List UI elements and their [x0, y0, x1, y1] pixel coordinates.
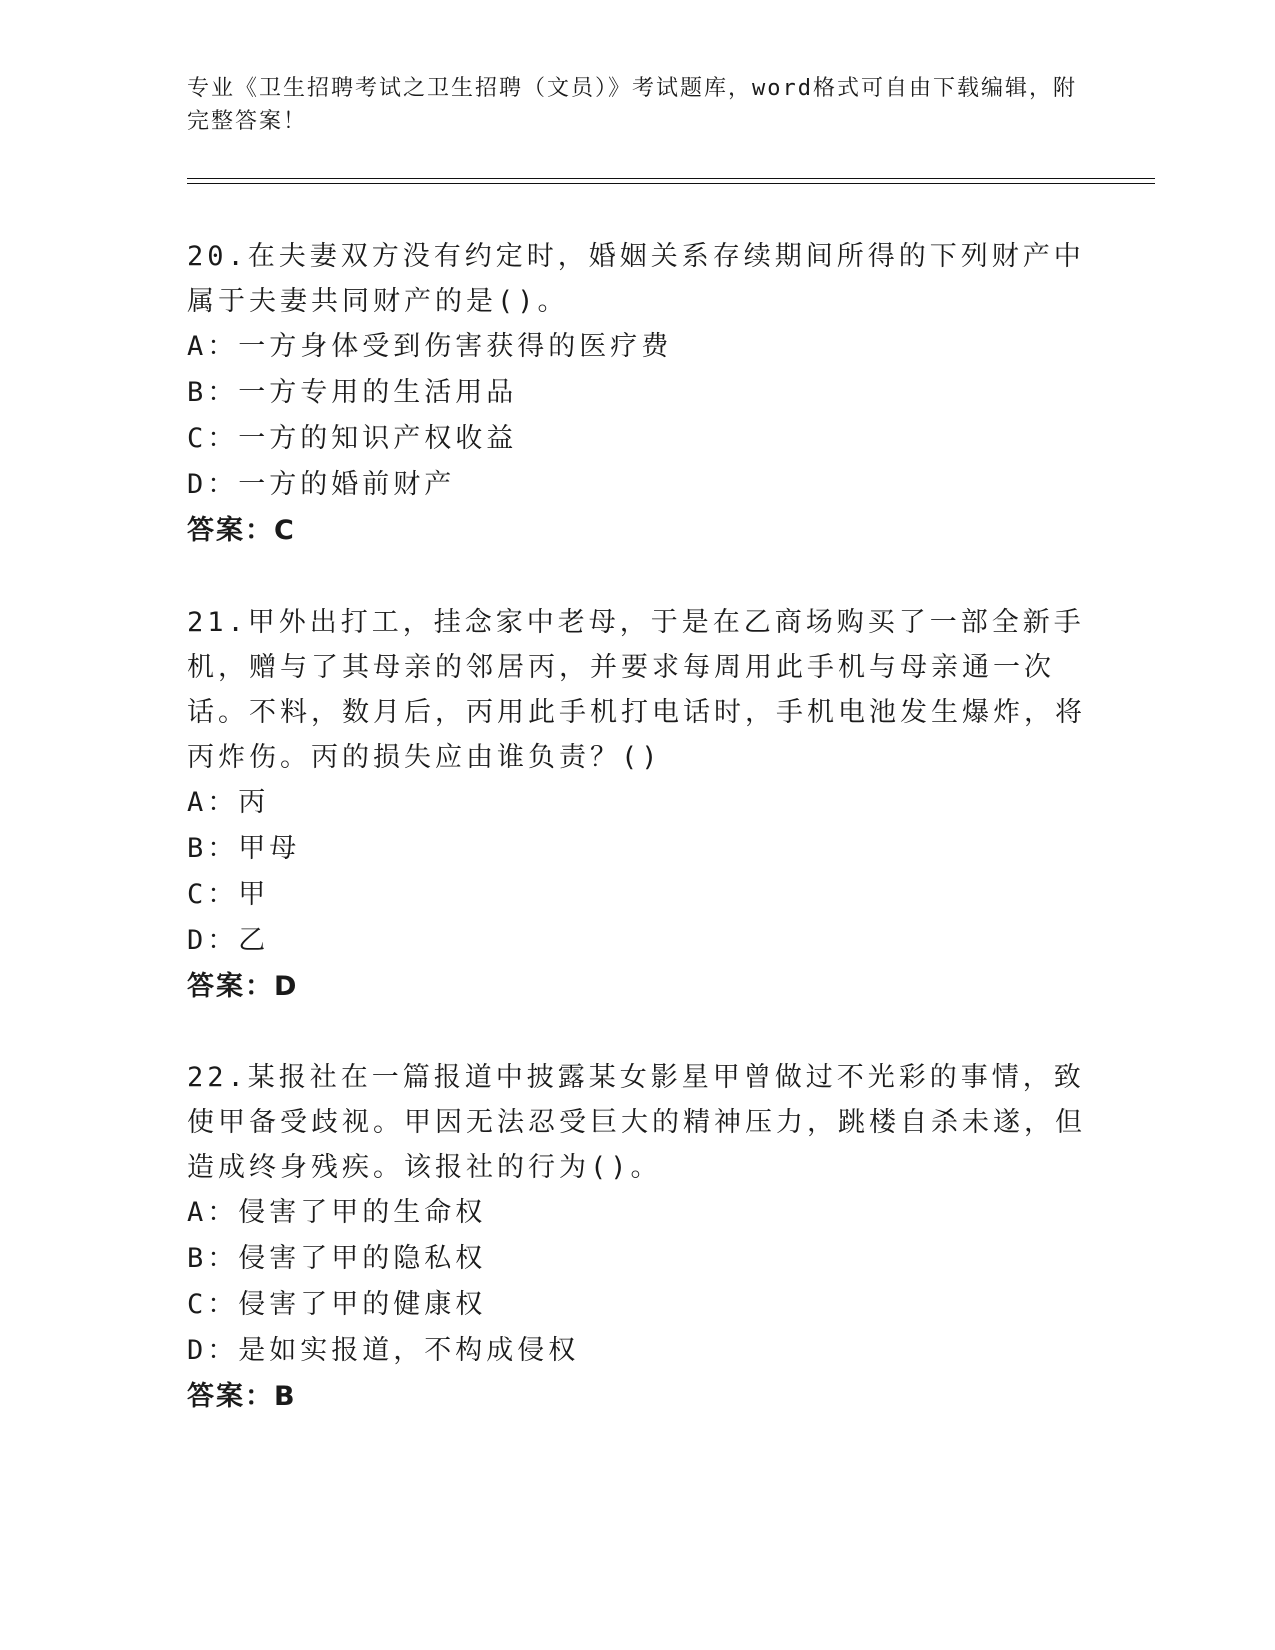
option-d: D：乙	[187, 925, 270, 956]
question-stem: 21.甲外出打工，挂念家中老母，于是在乙商场购买了一部全新手机，赠与了其母亲的邻居丙，并要求每周用此手机与母亲通一次话。不料，数月后，丙用此手机打电话时，手机电池发生爆炸，将丙炸伤。丙的损失应由谁负责？()	[187, 607, 1086, 773]
answer-line: 答案：C	[187, 515, 296, 546]
option-b: B：甲母	[187, 833, 301, 864]
answer-line: 答案：D	[187, 971, 299, 1002]
document-header: 专业《卫生招聘考试之卫生招聘（文员）》考试题库，word格式可自由下载编辑，附完整答案！	[187, 76, 1077, 134]
option-d: D：是如实报道，不构成侵权	[187, 1335, 580, 1366]
option-a: A：丙	[187, 787, 270, 818]
option-a: A：侵害了甲的生命权	[187, 1197, 487, 1228]
option-a: A：一方身体受到伤害获得的医疗费	[187, 331, 673, 362]
question-stem: 20.在夫妻双方没有约定时，婚姻关系存续期间所得的下列财产中属于夫妻共同财产的是()。	[187, 241, 1085, 317]
header-divider-bottom	[187, 183, 1155, 184]
option-d: D：一方的婚前财产	[187, 469, 456, 500]
header-divider-top	[187, 178, 1155, 179]
option-c: C：侵害了甲的健康权	[187, 1289, 487, 1320]
option-b: B：一方专用的生活用品	[187, 377, 518, 408]
question-stem: 22.某报社在一篇报道中披露某女影星甲曾做过不光彩的事情，致使甲备受歧视。甲因无法忍受巨大的精神压力，跳楼自杀未遂，但造成终身残疾。该报社的行为()。	[187, 1062, 1086, 1183]
option-b: B：侵害了甲的隐私权	[187, 1243, 487, 1274]
question-20	[187, 234, 1087, 554]
answer-line: 答案：B	[187, 1381, 297, 1412]
question-22	[187, 1055, 1087, 1420]
question-21	[187, 600, 1087, 1010]
option-c: C：甲	[187, 879, 270, 910]
option-c: C：一方的知识产权收益	[187, 423, 518, 454]
